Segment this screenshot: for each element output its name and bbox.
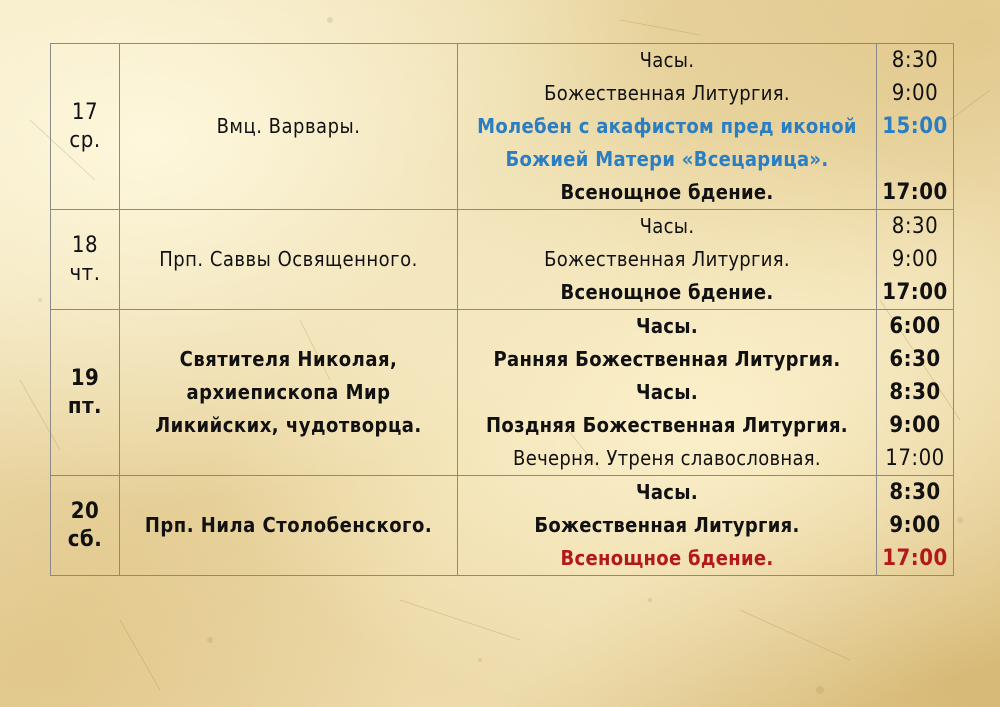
times-cell: [877, 210, 954, 310]
service-name: Божественная Литургия.: [534, 513, 800, 537]
feast-line: Ликийских, чудотворца.: [155, 413, 422, 437]
feast-cell: [120, 44, 458, 210]
service-name: Божественная Литургия.: [544, 81, 790, 105]
service-time: 6:00: [889, 314, 941, 339]
times-cell: [877, 44, 954, 210]
service-name: Часы.: [639, 214, 695, 238]
service-time: 8:30: [889, 480, 941, 505]
service-name: Часы.: [636, 314, 698, 338]
date-cell: [51, 210, 120, 310]
service-time: 9:00: [889, 513, 941, 538]
feast-cell: [120, 210, 458, 310]
service-name: Часы.: [639, 48, 695, 72]
weekday: сб.: [67, 526, 103, 552]
service-time: 9:00: [891, 247, 939, 272]
feast-line: Прп. Саввы Освященного.: [159, 247, 418, 271]
date-cell: [51, 44, 120, 210]
service-name: Всенощное бдение.: [560, 280, 774, 304]
service-name: Молебен с акафистом пред иконой Божией Матери «Всецарица».: [477, 114, 857, 171]
weekday: чт.: [69, 260, 101, 286]
feast-cell: [120, 310, 458, 476]
schedule-row-17: [51, 44, 954, 210]
weekday: пт.: [67, 393, 103, 419]
service-name: Ранняя Божественная Литургия.: [493, 347, 841, 371]
day-number: 19: [70, 365, 100, 391]
schedule-row-18: [51, 210, 954, 310]
schedule-row-20: [51, 476, 954, 576]
services-cell: [458, 476, 877, 576]
services-cell: [458, 310, 877, 476]
feast-line: Вмц. Варвары.: [216, 114, 361, 138]
service-time: 15:00: [882, 114, 948, 139]
service-time: 17:00: [882, 546, 948, 571]
service-time: 6:30: [889, 347, 941, 372]
service-time: 8:30: [891, 214, 939, 239]
service-time: 9:00: [891, 81, 939, 106]
service-time: 9:00: [889, 413, 941, 438]
feast-line: Прп. Нила Столобенского.: [144, 513, 433, 537]
date-cell: [51, 310, 120, 476]
date-cell: [51, 476, 120, 576]
service-time: 8:30: [891, 48, 939, 73]
service-name: Часы.: [636, 480, 698, 504]
service-name: Божественная Литургия.: [544, 247, 790, 271]
day-number: 18: [71, 232, 99, 258]
feast-line: архиепископа Мир: [186, 380, 391, 404]
service-time: 17:00: [885, 446, 945, 471]
service-time: 17:00: [882, 280, 948, 305]
service-time: 8:30: [889, 380, 941, 405]
service-name: Всенощное бдение.: [560, 546, 774, 570]
service-name: Всенощное бдение.: [560, 180, 774, 204]
day-number: 17: [71, 99, 99, 125]
times-cell: [877, 310, 954, 476]
feast-line: Святителя Николая,: [179, 347, 398, 371]
service-time: 17:00: [882, 180, 948, 205]
service-schedule-table: [50, 43, 954, 576]
times-cell: [877, 476, 954, 576]
service-name: Часы.: [636, 380, 698, 404]
service-name: Поздняя Божественная Литургия.: [486, 413, 848, 437]
schedule-row-19: [51, 310, 954, 476]
service-name: Вечерня. Утреня славословная.: [513, 446, 821, 470]
services-cell: [458, 210, 877, 310]
services-cell: [458, 44, 877, 210]
feast-cell: [120, 476, 458, 576]
weekday: ср.: [69, 127, 101, 153]
day-number: 20: [70, 498, 100, 524]
